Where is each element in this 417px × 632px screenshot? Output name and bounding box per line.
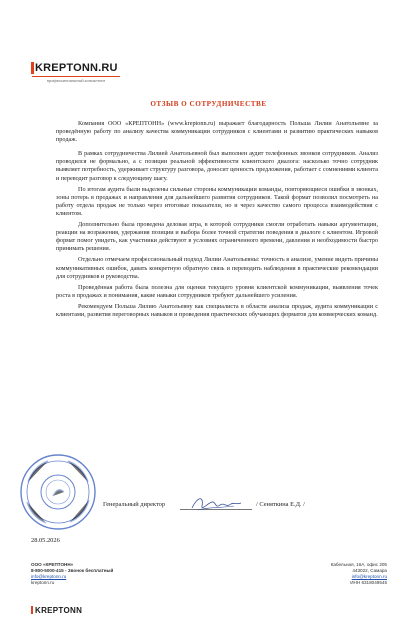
paragraph: Проведённая работа была полезна для оценки текущего уровня клиентской коммуникации, выявления точек роста в продажах и понимания, какие навыки сотрудников требуют дальнейшего усиления. (56, 283, 378, 299)
handwritten-signature (188, 493, 244, 515)
signature-block (0, 499, 417, 519)
footer-city: 443022, Самара (352, 568, 387, 573)
footer-site-link[interactable]: kreptonn.ru (31, 580, 55, 585)
footer-brand-name: KREPTONN (35, 606, 83, 615)
signer-role: Генеральный директор (103, 501, 166, 508)
paragraph: По итогам аудита были выделены сильные стороны коммуникации команды, повторяющиеся ошибки в звонках, зоны потерь в продажах и направления для дальнейшего развития сотрудников. Такой формат позволил посмотреть на работу отдела продаж не только через итоговые показатели, но и через качество самого процесса взаимодействия с клиентом. (56, 185, 378, 217)
footer-brand (31, 606, 82, 614)
letter-body (56, 120, 378, 322)
paragraph: Отдельно отмечаем профессиональный подход Лилии Анатольевны: точность в анализе, умение видеть причины коммуникативных ошибок, давать конкретную обратную связь и переводить наблюдения в практические рекомендации для сотрудников и руководства. (56, 256, 378, 280)
signer-name: / Сеняткина Е.Д. / (256, 501, 305, 508)
footer-phone[interactable]: 8-800-5000-415 - Звонок бесплатный (31, 568, 114, 573)
document-title: ОТЗЫВ О СОТРУДНИЧЕСТВЕ (150, 100, 267, 108)
footer-address (331, 562, 387, 586)
paragraph: Дополнительно была проведена деловая игра, в которой сотрудники смогли отработать навыки аргументации, реакции на возражения, удержания позиции и выбора более точной стратегии поведения в диалоге с клиентом. Игровой формат помог увидеть, как участники действуют в условиях ограниченного времени, давления и необходимости быстро принимать решения. (56, 221, 378, 253)
paragraph: Компания ООО «КРЕПТОНН» (www.kreptonn.ru) выражает благодарность Польша Лилии Анатольевне за проведённую работу по анализу качества коммуникации сотрудников с клиентами и развитию практических навыков продаж. (56, 120, 378, 144)
footer-inn: ИНН 6318049545 (350, 580, 387, 585)
footer-company: ООО «КРЕПТОНН» (31, 562, 74, 567)
logo-name: KREPTONN.RU (35, 62, 118, 74)
company-stamp (18, 452, 98, 532)
brand-accent-mark (31, 606, 33, 614)
company-logo (31, 62, 121, 88)
logo-accent-mark (31, 62, 34, 74)
paragraph: Рекомендуем Польша Лилию Анатольевну как специалиста в области анализа продаж, аудита коммуникации с клиентами, развития переговорных навыков и проведения практических обучающих форматов для коммерческих команд. (56, 302, 378, 318)
paragraph: В рамках сотрудничества Лилией Анатольевной был выполнен аудит телефонных звонков сотрудников. Анализ проводился не формально, а с позиции реальной эффективности клиентского диалога: насколько точно сотрудник выявляет потребность, удерживает структуру разговора, доносит ценность предложения, работает с сомнениями клиента и переводит разговор к следующему шагу. (56, 150, 378, 182)
footer (0, 562, 417, 622)
footer-street: Кабельная, 16А, офис 205 (330, 562, 387, 567)
footer-contacts (31, 562, 113, 586)
logo-tagline: профессиональный консалтинг (32, 76, 120, 83)
footer-email-link[interactable]: info@kreptonn.ru (31, 574, 67, 579)
document-date: 28.05.2026 (31, 537, 60, 544)
footer-email-link-right[interactable]: info@kreptonn.ru (351, 574, 387, 579)
